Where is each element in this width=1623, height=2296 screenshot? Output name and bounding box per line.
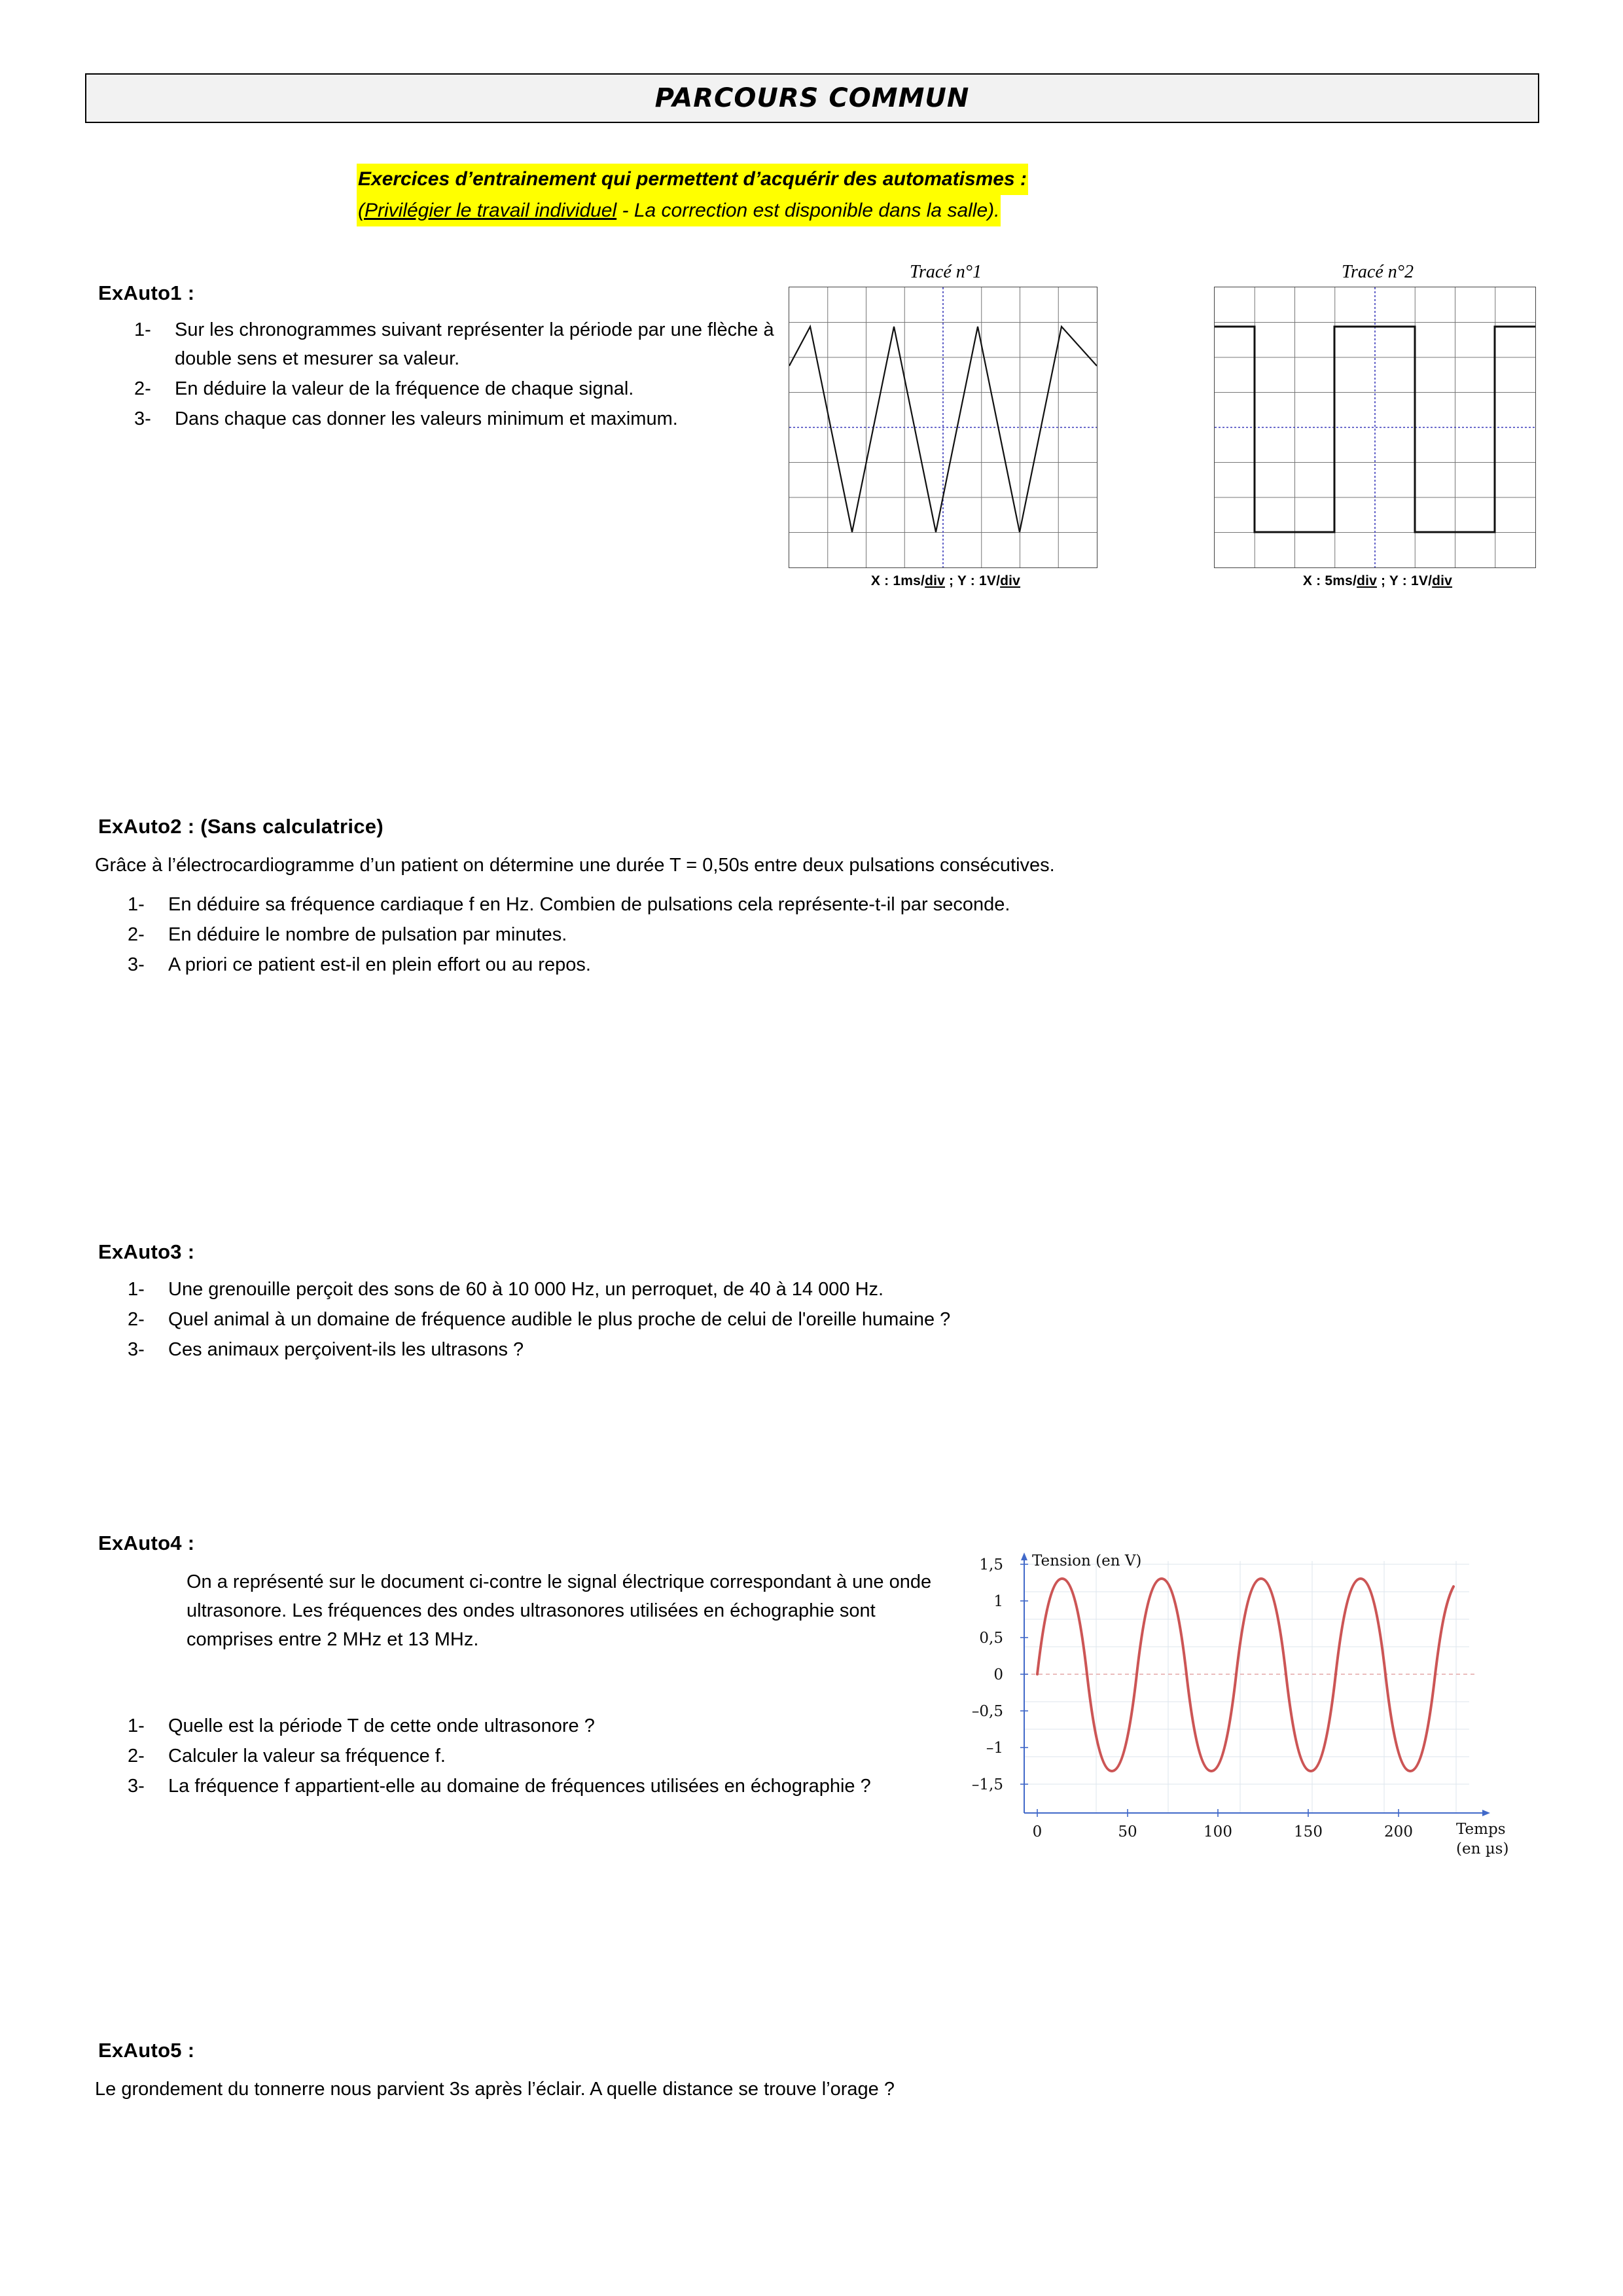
- trace-2-caption-y: ; Y : 1V/: [1377, 573, 1433, 588]
- item-number: 3-: [128, 954, 145, 975]
- exauto3-items: [128, 1275, 1541, 1365]
- trace-1-plot: [789, 287, 1097, 568]
- intro-line-2-rest: - La correction est disponible dans la salle).: [616, 200, 1000, 221]
- x-axis-label-line1: Temps: [1456, 1821, 1506, 1838]
- list-item: [128, 1305, 1541, 1334]
- item-text: Dans chaque cas donner les valeurs minimum et maximum.: [175, 408, 678, 429]
- trace-2-svg: [1215, 287, 1535, 567]
- exauto2-items: [128, 890, 1541, 980]
- list-item: [128, 950, 1541, 979]
- item-number: 3-: [128, 1776, 145, 1797]
- item-number: 3-: [128, 1339, 145, 1360]
- item-text: A priori ce patient est-il en plein effort ou au repos.: [168, 954, 591, 975]
- ytick-label: 0,5: [979, 1630, 1003, 1647]
- exauto5-title: ExAuto5 :: [98, 2039, 195, 2062]
- exauto2-title-text: ExAuto2 :: [98, 815, 201, 838]
- item-text: En déduire le nombre de pulsation par minutes.: [168, 924, 567, 945]
- ultrasound-signal-chart: [952, 1538, 1531, 1892]
- list-item: [134, 315, 789, 373]
- xtick-label: 200: [1384, 1823, 1413, 1840]
- list-item: [128, 1712, 946, 1740]
- item-text: La fréquence f appartient-elle au domaine de fréquences utilisées en échographie ?: [168, 1776, 871, 1797]
- trace-1-caption-x: X : 1ms/: [870, 573, 925, 588]
- item-number: 1-: [128, 894, 145, 915]
- list-item: [128, 1275, 1541, 1304]
- xtick-label: 150: [1294, 1823, 1323, 1840]
- trace-2-plot: [1214, 287, 1536, 568]
- trace-1-caption-y: ; Y : 1V/: [945, 573, 1001, 588]
- intro-line-2-underlined: (Privilégier le travail individuel: [358, 200, 617, 221]
- ytick-label: –1,5: [971, 1776, 1003, 1793]
- trace-2-caption-div: div: [1357, 573, 1378, 588]
- item-number: 2-: [128, 1746, 145, 1767]
- page-title-banner: [85, 73, 1539, 123]
- oscilloscope-trace-2: [1214, 262, 1541, 589]
- exauto4-intro: On a représenté sur le document ci-contre le signal électrique correspondant à une onde ultrasonore. Les fréquences des ondes ultrasonores utilisées en échographie sont comprises entre 2 MHz et 13 MHz.: [187, 1571, 932, 1650]
- exauto1-items: [134, 315, 789, 435]
- y-axis-label: Tension (en V): [1032, 1552, 1142, 1570]
- exauto1-title: ExAuto1 :: [98, 281, 195, 304]
- oscilloscope-trace-1: [789, 262, 1103, 589]
- exauto3-title: ExAuto3 :: [98, 1240, 195, 1263]
- trace-2-caption-x: X : 5ms/: [1302, 573, 1357, 588]
- item-number: 1-: [134, 319, 151, 340]
- trace-2-label: Tracé n°2: [1342, 262, 1414, 282]
- item-text: Quelle est la période T de cette onde ultrasonore ?: [168, 1715, 595, 1736]
- trace-1-caption-div: div: [925, 573, 946, 588]
- xtick-label: 100: [1204, 1823, 1232, 1840]
- exauto2-title: [98, 815, 383, 838]
- item-number: 2-: [128, 1309, 145, 1330]
- list-item: [134, 404, 789, 433]
- intro-line-2: [357, 195, 1001, 226]
- trace-1-caption: [789, 573, 1103, 589]
- ytick-label: 1: [993, 1593, 1003, 1610]
- list-item: [128, 890, 1541, 919]
- exauto4-figure: [952, 1538, 1531, 1892]
- trace-2-caption-div2: div: [1432, 573, 1453, 588]
- item-number: 2-: [134, 378, 151, 399]
- item-number: 2-: [128, 924, 145, 945]
- item-number: 1-: [128, 1279, 145, 1300]
- list-item: [128, 1335, 1541, 1364]
- exauto4-items: [128, 1712, 946, 1802]
- item-text: Calculer la valeur sa fréquence f.: [168, 1746, 446, 1767]
- ytick-label: 1,5: [979, 1556, 1003, 1573]
- list-item: [134, 374, 789, 403]
- page-title: PARCOURS COMMUN: [654, 83, 970, 113]
- ytick-label: 0: [993, 1666, 1003, 1683]
- item-number: 3-: [134, 408, 151, 429]
- xtick-label: 50: [1118, 1823, 1137, 1840]
- trace-1-svg: [789, 287, 1097, 567]
- list-item: [128, 920, 1541, 949]
- exauto5-text: Le grondement du tonnerre nous parvient 3s après l’éclair. A quelle distance se trouve l’orage ?: [95, 2079, 895, 2100]
- trace-1-label: Tracé n°1: [910, 262, 982, 282]
- item-number: 1-: [128, 1715, 145, 1736]
- item-text: Sur les chronogrammes suivant représenter la période par une flèche à double sens et mesurer sa valeur.: [175, 319, 774, 369]
- list-item: [128, 1742, 946, 1770]
- trace-2-caption: [1214, 573, 1541, 589]
- ytick-label: –1: [986, 1740, 1003, 1757]
- ytick-label: –0,5: [971, 1703, 1003, 1720]
- item-text: En déduire la valeur de la fréquence de chaque signal.: [175, 378, 634, 399]
- list-item: [128, 1772, 946, 1801]
- item-text: Une grenouille perçoit des sons de 60 à 10 000 Hz, un perroquet, de 40 à 14 000 Hz.: [168, 1279, 884, 1300]
- exauto2-intro: Grâce à l’électrocardiogramme d’un patient on détermine une durée T = 0,50s entre deux pulsations consécutives.: [95, 855, 1055, 876]
- item-text: Ces animaux perçoivent-ils les ultrasons ?: [168, 1339, 524, 1360]
- exauto4-title: ExAuto4 :: [98, 1532, 195, 1554]
- item-text: Quel animal à un domaine de fréquence audible le plus proche de celui de l'oreille humaine ?: [168, 1309, 951, 1330]
- item-text: En déduire sa fréquence cardiaque f en Hz. Combien de pulsations cela représente-t-il par seconde.: [168, 894, 1010, 915]
- intro-line-1: Exercices d’entrainement qui permettent d’acquérir des automatismes :: [357, 164, 1028, 195]
- intro-block: [357, 164, 1260, 226]
- trace-1-caption-div2: div: [1000, 573, 1021, 588]
- x-axis-label-line2: (en µs): [1456, 1840, 1509, 1857]
- xtick-label: 0: [1032, 1823, 1043, 1840]
- exauto2-subtitle: (Sans calculatrice): [200, 815, 383, 838]
